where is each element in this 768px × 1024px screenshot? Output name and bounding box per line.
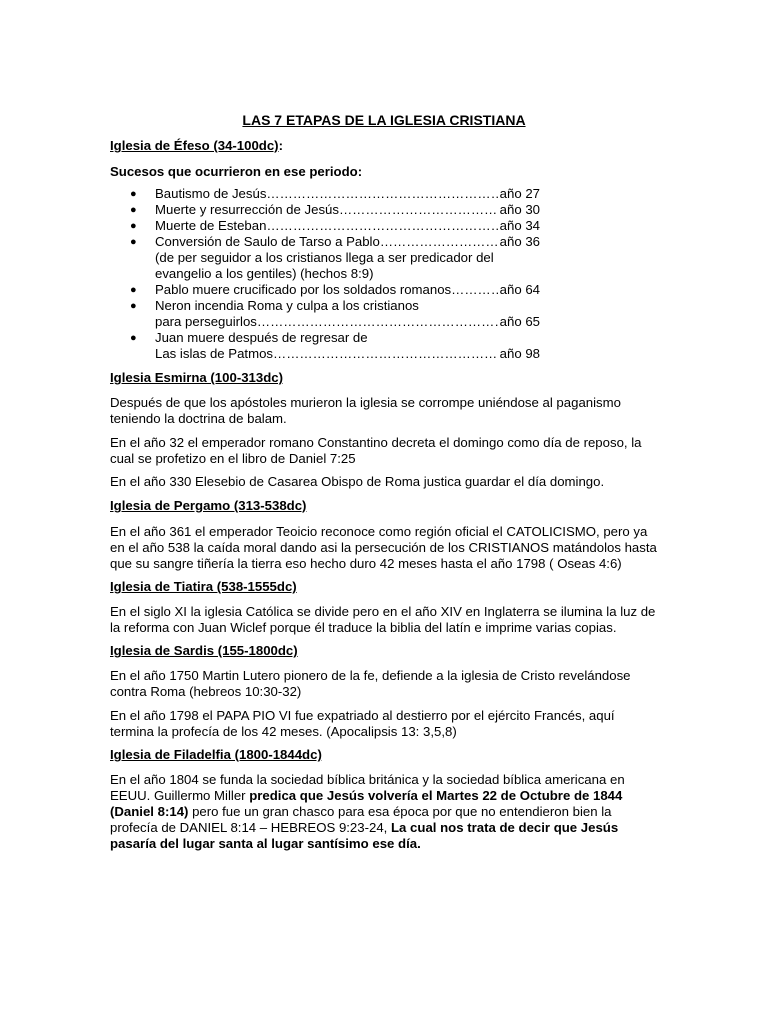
event-text: para perseguirlos	[155, 314, 257, 329]
event-text: Las islas de Patmos	[155, 346, 274, 361]
filadelfia-bold-2: La cual nos trata de decir que Jesús pasaría del lugar santa al lugar santísimo ese día.	[110, 820, 619, 851]
dot-leader	[257, 314, 498, 330]
sardis-paragraph-1: En el año 1750 Martin Lutero pionero de la fe, defiende a la iglesia de Cristo revelándose contra Roma (hebreos 10:30-32)	[110, 668, 631, 699]
bullet-icon: ●	[130, 188, 137, 200]
bullet-icon: ●	[130, 300, 137, 312]
event-text: Juan muere después de regresar de	[155, 330, 368, 345]
event-year: año 27	[499, 186, 540, 201]
list-item	[110, 218, 540, 234]
tiatira-paragraph-1: En el siglo XI la iglesia Católica se divide pero en el año XIV en Inglaterra se ilumina la luz de la reforma con Juan Wiclef porque él traduce la biblia del latín e imprime varias copias.	[110, 604, 656, 635]
list-item	[110, 282, 540, 298]
event-text: Muerte de Esteban	[155, 218, 267, 233]
events-list	[110, 186, 540, 362]
pergamo-heading: Iglesia de Pergamo (313-538dc)	[110, 498, 307, 513]
efeso-heading-line	[110, 138, 283, 154]
event-text: Bautismo de Jesús	[155, 186, 267, 201]
dot-leader	[451, 282, 498, 298]
list-item	[110, 234, 540, 282]
dot-leader	[380, 234, 498, 250]
efeso-heading: Iglesia de Éfeso (34-100dc)	[110, 138, 279, 153]
dot-leader	[266, 186, 497, 202]
event-text: Pablo muere crucificado por los soldados romanos	[155, 282, 452, 297]
pergamo-paragraph-1: En el año 361 el emperador Teoicio reconoce como región oficial el CATOLICISMO, pero ya en el año 538 la caída moral dando asi la persecución de los CRISTIANOS matándolos hasta que su sangre tiñería la tierra eso hecho duro 42 meses hasta el año 1798 ( Oseas 4:6)	[110, 524, 657, 571]
list-item	[110, 186, 540, 202]
document-title: LAS 7 ETAPAS DE LA IGLESIA CRISTIANA	[242, 112, 526, 128]
event-year: año 64	[499, 282, 540, 297]
esmirna-paragraph-1: Después de que los apóstoles murieron la iglesia se corrompe uniéndose al paganismo teniendo la doctrina de balam.	[110, 395, 621, 426]
bullet-icon: ●	[130, 236, 137, 248]
event-year: año 30	[499, 202, 540, 217]
tiatira-heading: Iglesia de Tiatira (538-1555dc)	[110, 579, 297, 594]
event-year: año 34	[499, 218, 540, 233]
esmirna-heading: Iglesia Esmirna (100-313dc)	[110, 370, 283, 385]
filadelfia-bold-1: predica que Jesús volvería el Martes 22 de Octubre de 1844 (Daniel 8:14)	[110, 788, 623, 819]
event-text: Neron incendia Roma y culpa a los cristianos	[155, 298, 419, 313]
event-text: Muerte y resurrección de Jesús…	[155, 202, 353, 217]
dot-leader	[266, 218, 497, 234]
bullet-icon: ●	[130, 204, 137, 216]
filadelfia-text-2: pero fue un gran chasco para esa época por que no entendieron bien la profecía de DANIEL 8:14 – HEBREOS 9:23-24,	[110, 804, 612, 835]
efeso-subheading: Sucesos que ocurrieron en ese periodo:	[110, 164, 363, 179]
bullet-icon: ●	[130, 332, 137, 344]
event-note: evangelio a los gentiles) (hechos 8:9)	[155, 266, 374, 281]
event-year: año 36	[499, 234, 540, 249]
esmirna-paragraph-2: En el año 32 el emperador romano Constantino decreta el domingo como día de reposo, la cual se profetizo en el libro de Daniel 7:25	[110, 435, 642, 466]
efeso-heading-colon: :	[278, 138, 283, 153]
sardis-heading: Iglesia de Sardis (155-1800dc)	[110, 643, 298, 658]
esmirna-paragraph-3: En el año 330 Elesebio de Casarea Obispo de Roma justica guardar el día domingo.	[110, 474, 605, 489]
filadelfia-paragraph	[110, 772, 662, 852]
event-note: (de per seguidor a los cristianos llega a ser predicador del	[155, 250, 494, 265]
list-item	[110, 202, 540, 218]
sardis-paragraph-2: En el año 1798 el PAPA PIO VI fue expatriado al destierro por el ejército Francés, aquí termina la profecía de los 42 meses. (Apocalipsis 13: 3,5,8)	[110, 708, 615, 739]
dot-leader	[273, 346, 498, 362]
filadelfia-text-1: En el año 1804 se funda la sociedad bíblica británica y la sociedad bíblica americana en EEUU. Guillermo Miller	[110, 772, 625, 803]
list-item	[110, 298, 540, 330]
bullet-icon: ●	[130, 220, 137, 232]
dot-leader	[352, 202, 498, 218]
event-text: Conversión de Saulo de Tarso a Pablo	[155, 234, 380, 249]
list-item	[110, 330, 540, 362]
event-year: año 65	[499, 314, 540, 329]
bullet-icon: ●	[130, 284, 137, 296]
event-year: año 98	[499, 346, 540, 361]
filadelfia-heading: Iglesia de Filadelfia (1800-1844dc)	[110, 747, 322, 762]
